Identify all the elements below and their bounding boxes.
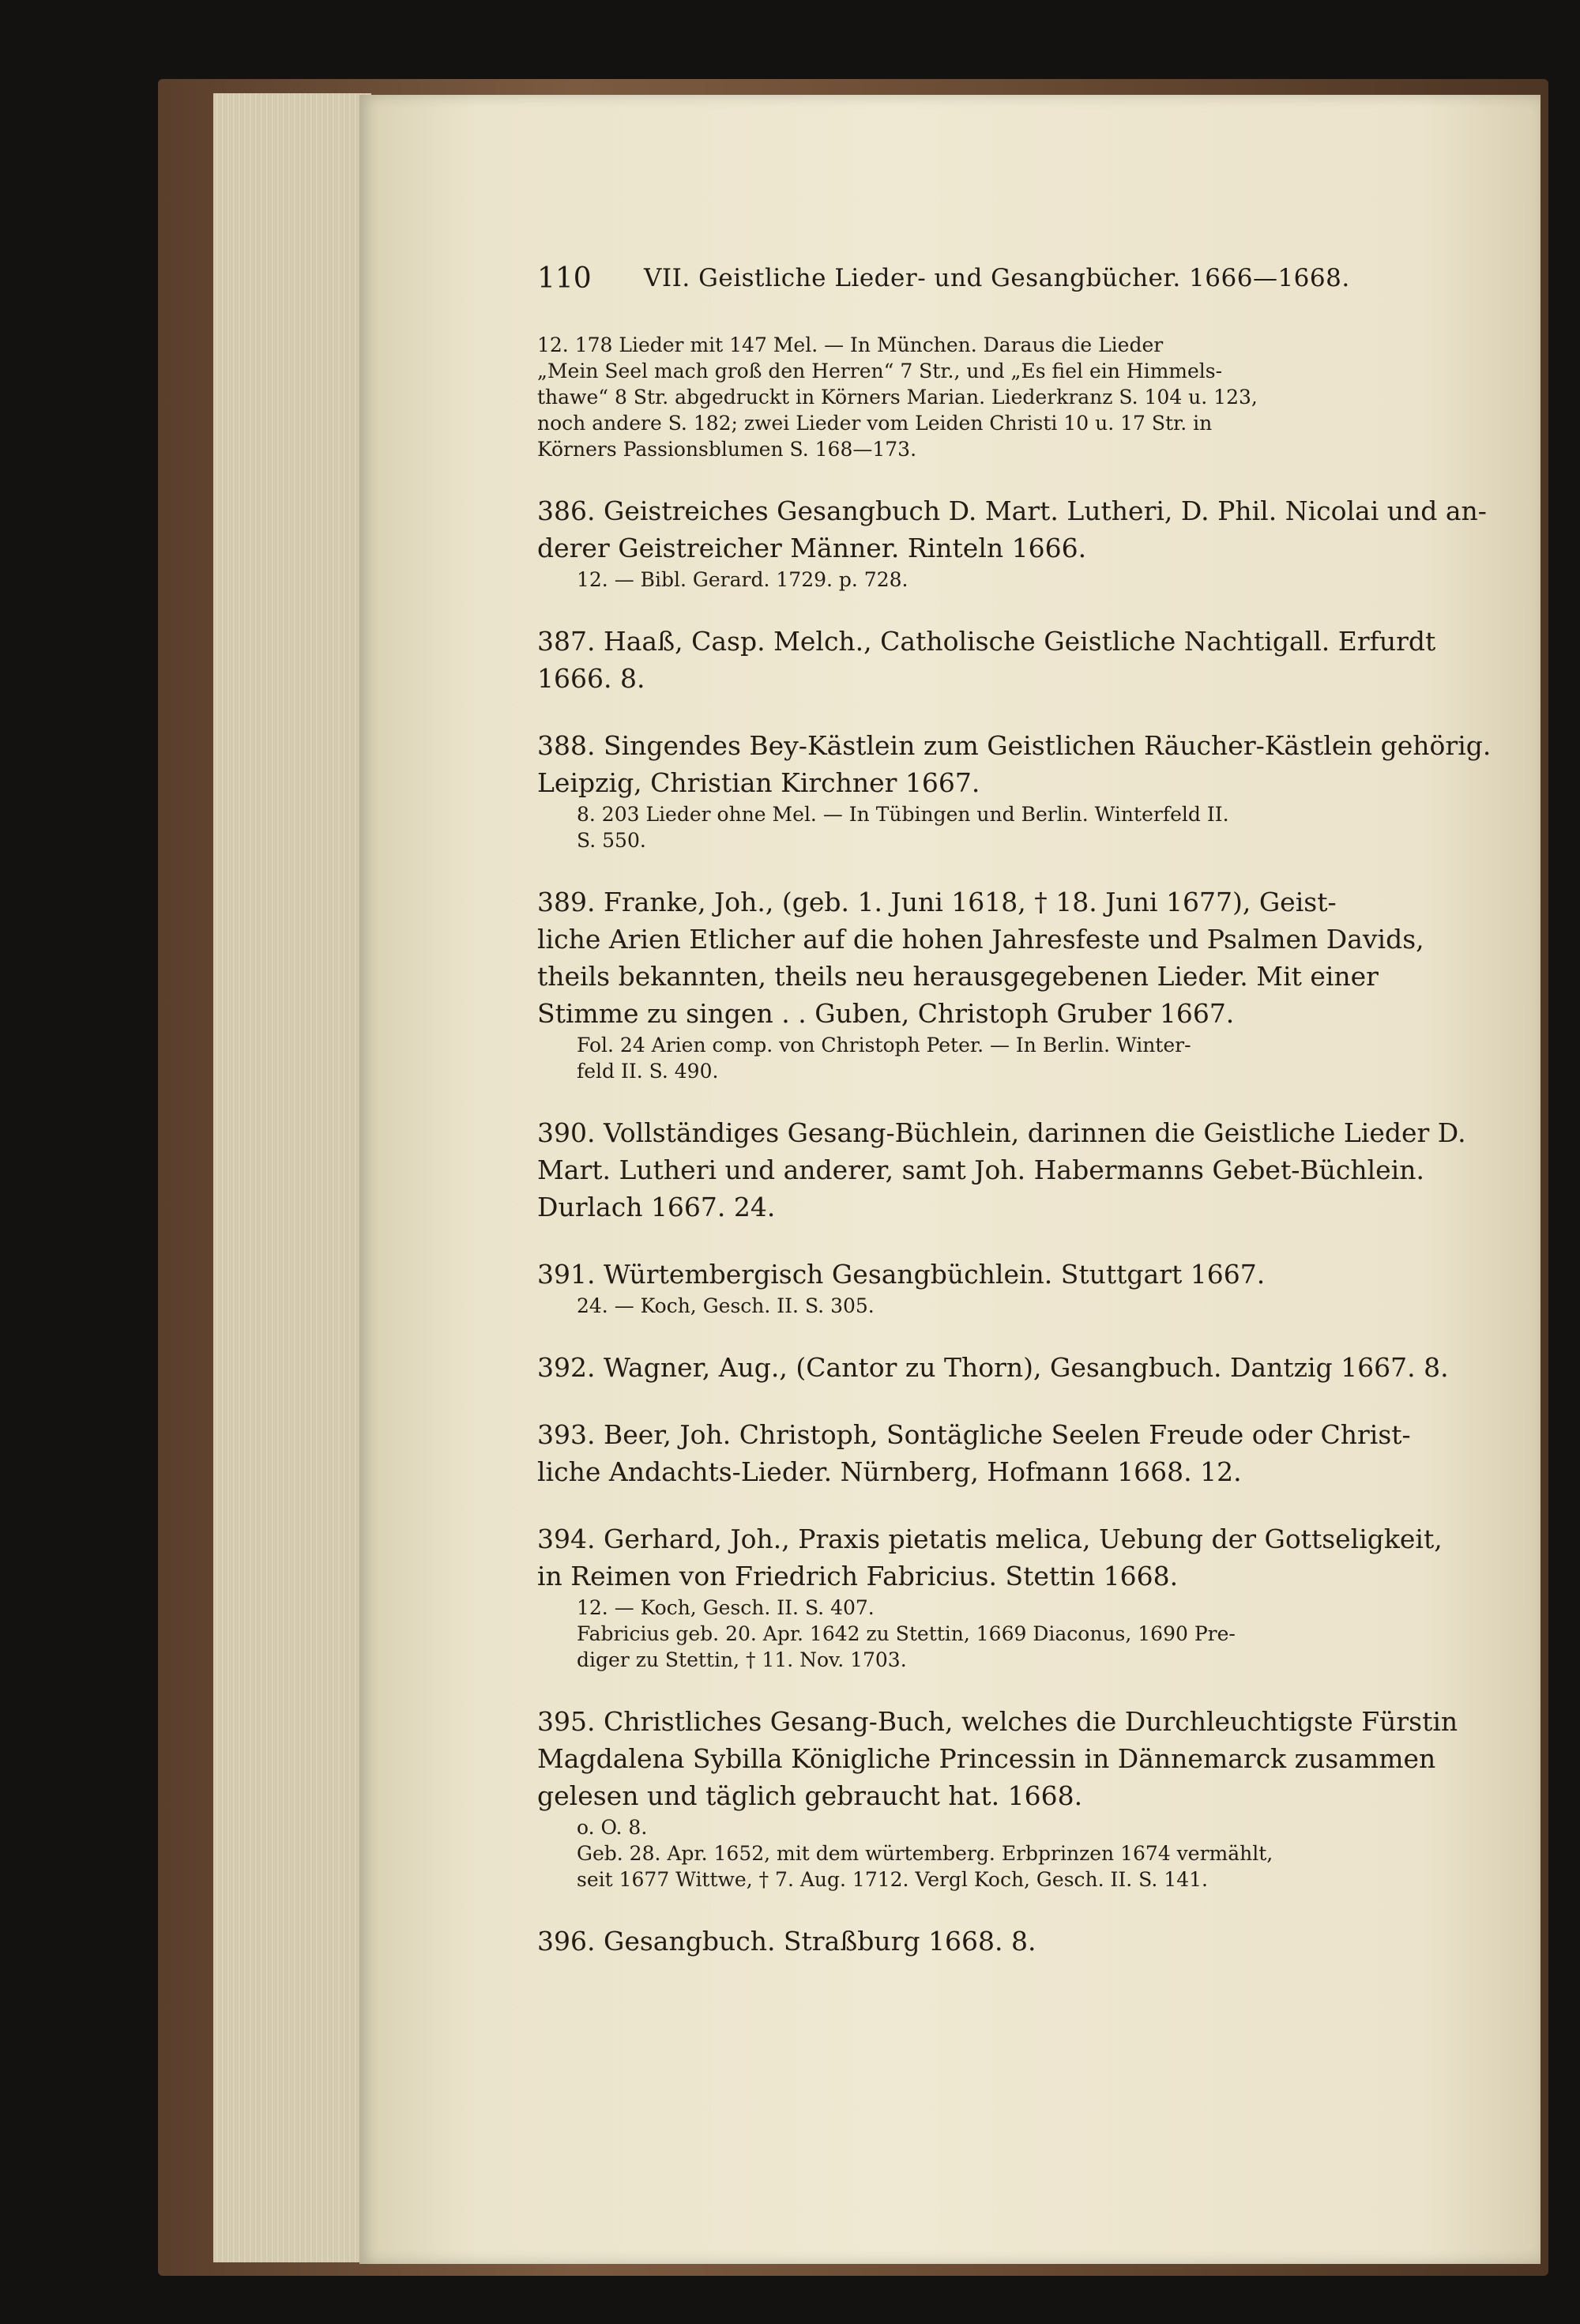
entry-title-line: 391. Würtembergisch Gesangbüchlein. Stuttgart 1667.: [537, 1259, 1266, 1290]
bibliography-entry: [537, 1923, 1540, 1960]
entry-title-continuation: Stimme zu singen . . Guben, Christoph Gruber 1667.: [537, 998, 1235, 1029]
entry-title-continuation: Mart. Lutheri und anderer, samt Joh. Habermanns Gebet-Büchlein.: [537, 1154, 1424, 1185]
entry-note-line: Fabricius geb. 20. Apr. 1642 zu Stettin, 1669 Diaconus, 1690 Pre-: [577, 1622, 1236, 1645]
entry-title-continuation: Durlach 1667. 24.: [537, 1192, 776, 1222]
bibliography-entry: [537, 883, 1540, 1084]
running-title: VII. Geistliche Lieder- und Gesangbücher. 1666—1668.: [644, 264, 1350, 292]
entry-list: [537, 332, 1540, 1990]
entry-title-line: 392. Wagner, Aug., (Cantor zu Thorn), Gesangbuch. Dantzig 1667. 8.: [537, 1352, 1449, 1383]
page-number: 110: [537, 262, 592, 295]
entry-title-continuation: liche Andachts-Lieder. Nürnberg, Hofmann 1668. 12.: [537, 1456, 1242, 1487]
entry-title-line: 388. Singendes Bey-Kästlein zum Geistlichen Räucher-Kästlein gehörig.: [537, 730, 1492, 761]
entry-continuation-line: thawe“ 8 Str. abgedruckt in Körners Marian. Liederkranz S. 104 u. 123,: [537, 386, 1258, 409]
entry-title-continuation: gelesen und täglich gebraucht hat. 1668.: [537, 1780, 1083, 1811]
entry-continuation-line: noch andere S. 182; zwei Lieder vom Leiden Christi 10 u. 17 Str. in: [537, 412, 1213, 435]
entry-note-line: 8. 203 Lieder ohne Mel. — In Tübingen und Berlin. Winterfeld II.: [577, 803, 1229, 826]
entry-title-line: 390. Vollständiges Gesang-Büchlein, darinnen die Geistliche Lieder D.: [537, 1117, 1466, 1148]
entry-note-line: 12. — Koch, Gesch. II. S. 407.: [577, 1596, 875, 1619]
entry-title-continuation: Magdalena Sybilla Königliche Princessin in Dännemarck zusammen: [537, 1743, 1436, 1774]
entry-title-continuation: theils bekannten, theils neu herausgegebenen Lieder. Mit einer: [537, 961, 1379, 992]
entry-title-continuation: in Reimen von Friedrich Fabricius. Stettin 1668.: [537, 1561, 1179, 1591]
bibliography-entry: [537, 332, 1540, 462]
bibliography-entry: [537, 623, 1540, 697]
entry-title-continuation: 1666. 8.: [537, 663, 645, 694]
bibliography-entry: [537, 1520, 1540, 1673]
entry-title-continuation: Leipzig, Christian Kirchner 1667.: [537, 767, 980, 798]
bibliography-entry: [537, 1114, 1540, 1226]
entry-title-line: 396. Gesangbuch. Straßburg 1668. 8.: [537, 1926, 1036, 1957]
bibliography-entry: [537, 1256, 1540, 1319]
entry-title-continuation: derer Geistreicher Männer. Rinteln 1666.: [537, 533, 1087, 563]
bibliography-entry: [537, 1416, 1540, 1490]
entry-continuation-line: 12. 178 Lieder mit 147 Mel. — In München. Daraus die Lieder: [537, 333, 1164, 356]
entry-continuation-line: „Mein Seel mach groß den Herren“ 7 Str., und „Es fiel ein Himmels-: [537, 360, 1223, 382]
bibliography-entry: [537, 1349, 1540, 1386]
entry-note-line: Fol. 24 Arien comp. von Christoph Peter. — In Berlin. Winter-: [577, 1034, 1191, 1057]
bibliography-entry: [537, 1703, 1540, 1893]
entry-title-line: 394. Gerhard, Joh., Praxis pietatis melica, Uebung der Gottseligkeit,: [537, 1524, 1443, 1554]
entry-title-line: 393. Beer, Joh. Christoph, Sontägliche Seelen Freude oder Christ-: [537, 1419, 1411, 1450]
entry-title-line: 395. Christliches Gesang-Buch, welches die Durchleuchtigste Fürstin: [537, 1706, 1458, 1737]
entry-note-line: feld II. S. 490.: [577, 1060, 719, 1083]
entry-continuation-line: Körners Passionsblumen S. 168—173.: [537, 438, 917, 461]
bibliography-entry: [537, 492, 1540, 593]
entry-title-continuation: liche Arien Etlicher auf die hohen Jahresfeste und Psalmen Davids,: [537, 924, 1424, 955]
entry-title-line: 386. Geistreiches Gesangbuch D. Mart. Lutheri, D. Phil. Nicolai und an-: [537, 495, 1487, 526]
entry-note-line: o. O. 8.: [577, 1816, 648, 1839]
entry-note-line: 24. — Koch, Gesch. II. S. 305.: [577, 1294, 875, 1317]
entry-note-line: S. 550.: [577, 829, 646, 852]
page-edges: [213, 93, 371, 2262]
page-header: [537, 262, 1481, 302]
entry-note-line: diger zu Stettin, † 11. Nov. 1703.: [577, 1648, 907, 1671]
bibliography-entry: [537, 727, 1540, 853]
entry-title-line: 387. Haaß, Casp. Melch., Catholische Geistliche Nachtigall. Erfurdt: [537, 626, 1436, 657]
entry-title-line: 389. Franke, Joh., (geb. 1. Juni 1618, † 18. Juni 1677), Geist-: [537, 887, 1337, 917]
entry-note-line: seit 1677 Wittwe, † 7. Aug. 1712. Vergl Koch, Gesch. II. S. 141.: [577, 1868, 1208, 1891]
entry-note-line: 12. — Bibl. Gerard. 1729. p. 728.: [577, 568, 908, 591]
entry-note-line: Geb. 28. Apr. 1652, mit dem würtemberg. Erbprinzen 1674 vermählt,: [577, 1842, 1273, 1865]
book-page: [359, 95, 1540, 2264]
